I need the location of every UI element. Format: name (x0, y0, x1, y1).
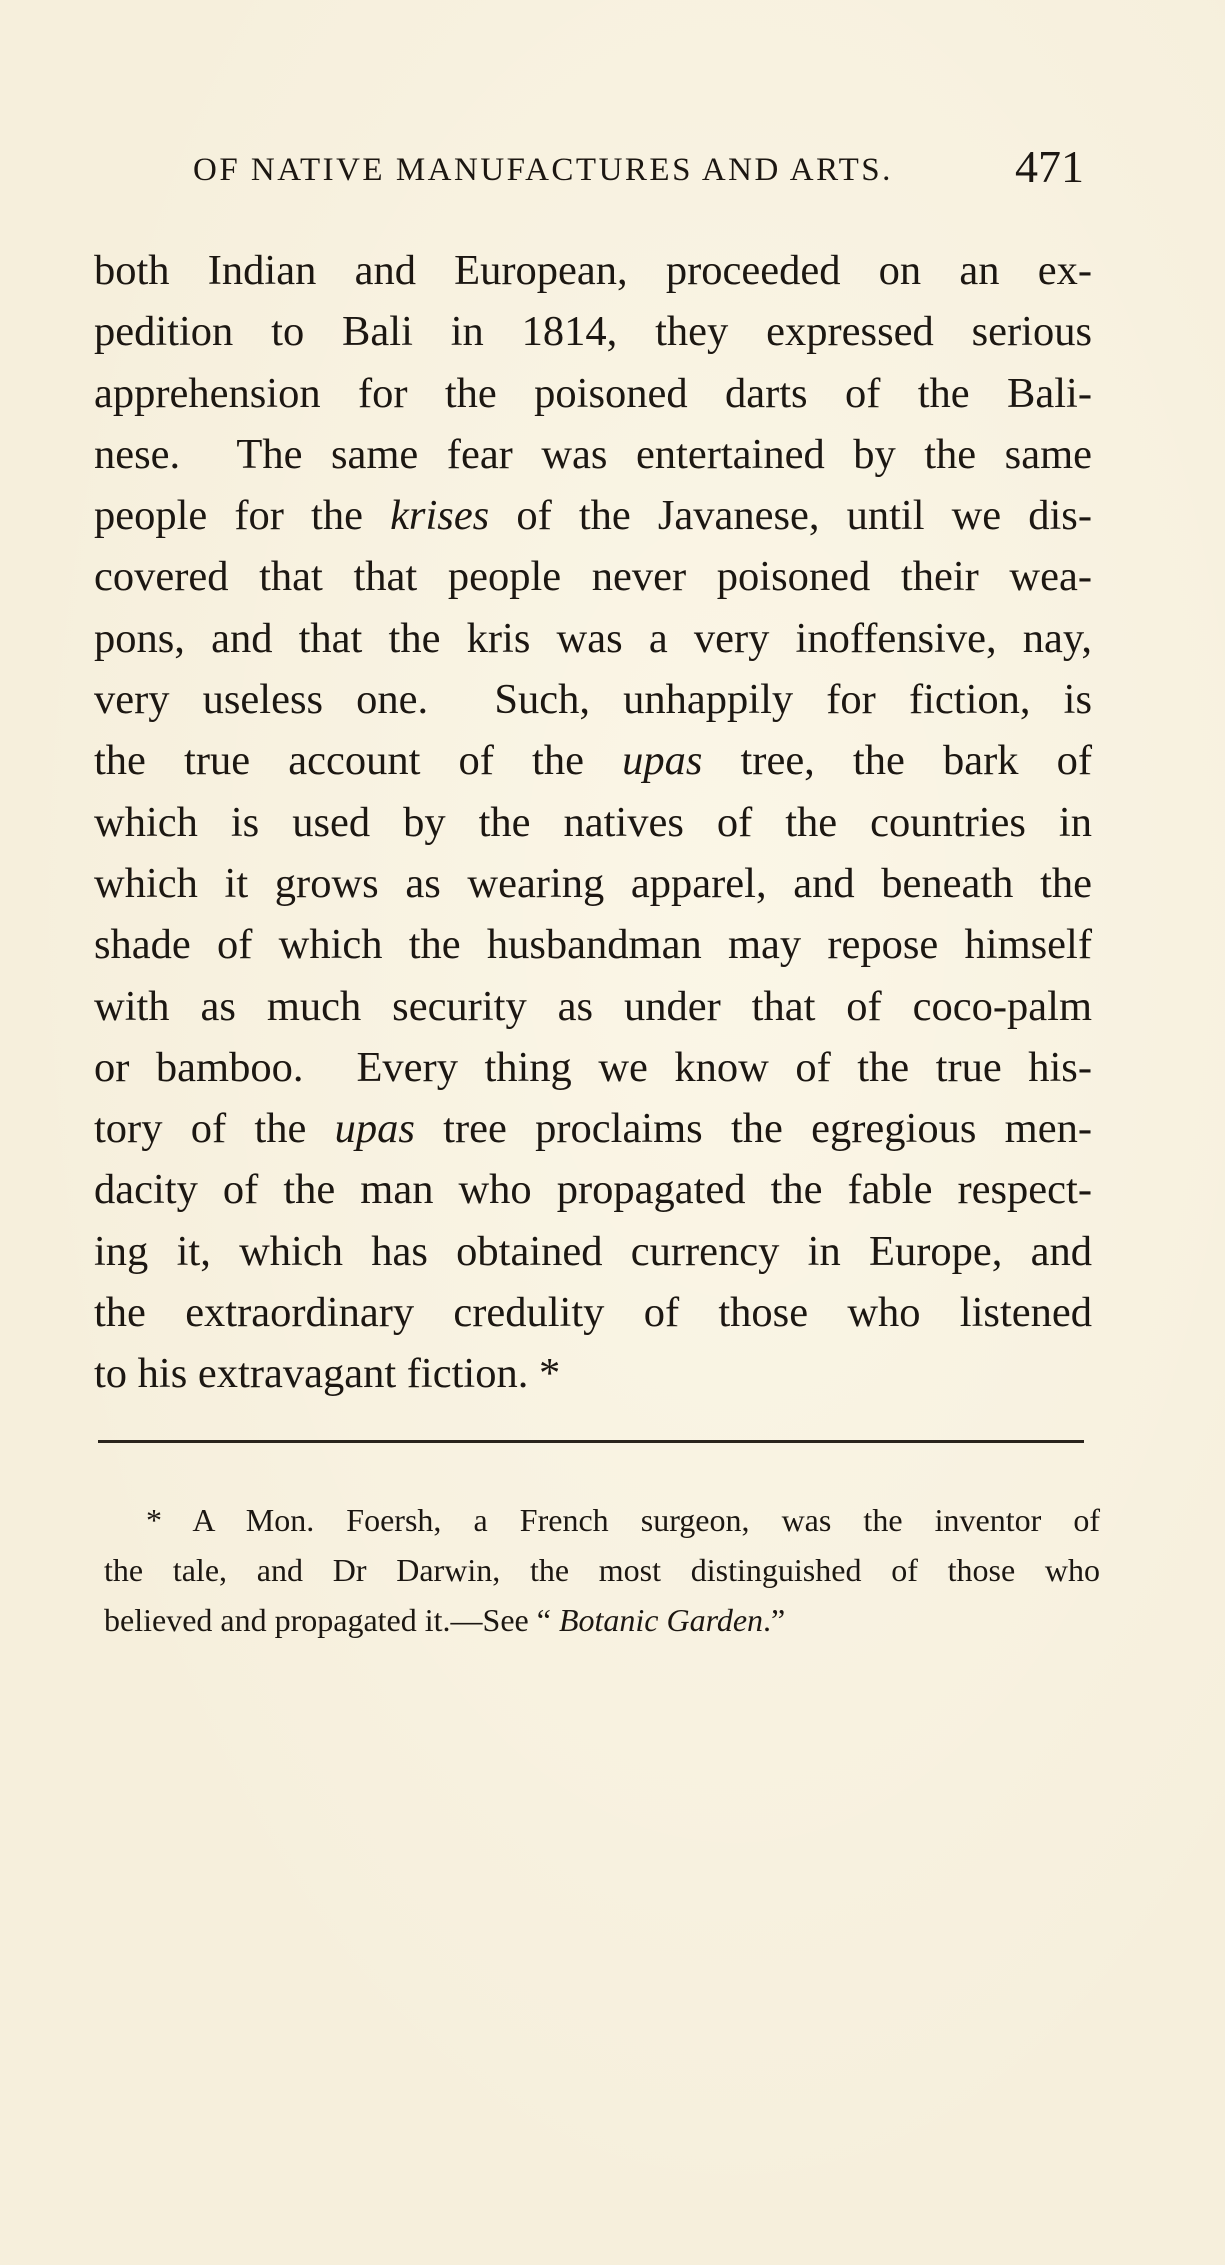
text-line (94, 853, 1092, 914)
text-span: pedition to Bali in 1814, they expressed serious (94, 308, 1092, 356)
text-span: the true account of the (94, 737, 623, 785)
text-line (94, 730, 1092, 791)
footnote-rule (98, 1440, 1084, 1443)
text-line (94, 1343, 1092, 1404)
text-span: covered that that people never poisoned their wea- (94, 553, 1092, 601)
text-span: of the Javanese, until we dis- (489, 492, 1093, 540)
text-span: to his extravagant fiction. * (94, 1350, 561, 1398)
text-span: the extraordinary credulity of those who listened (94, 1289, 1092, 1337)
text-span: believed and propagated it.—See “ (104, 1602, 559, 1638)
text-line (94, 1221, 1092, 1282)
text-span: tree proclaims the egregious men- (414, 1105, 1092, 1153)
running-title: OF NATIVE MANUFACTURES AND ARTS. (193, 152, 893, 188)
text-span: apprehension for the poisoned darts of the Bali- (94, 369, 1092, 417)
text-span: which it grows as wearing apparel, and beneath the (94, 859, 1092, 907)
text-span: tree, the bark of (702, 737, 1093, 785)
text-span: nese. The same fear was entertained by the same (94, 430, 1092, 478)
text-line (94, 1159, 1092, 1220)
text-span: which is used by the natives of the countries in (94, 798, 1092, 846)
text-line (94, 608, 1092, 669)
text-span: dacity of the man who propagated the fable respect- (94, 1166, 1092, 1214)
footnote-line (104, 1545, 1100, 1595)
text-span: the tale, and Dr Darwin, the most distinguished of those who (104, 1552, 1100, 1588)
text-span: ing it, which has obtained currency in Europe, and (94, 1227, 1092, 1275)
footnote-line (104, 1495, 1100, 1545)
text-span: with as much security as under that of coco-palm (94, 982, 1092, 1030)
footnote-line (104, 1595, 1100, 1645)
running-head (193, 140, 1093, 200)
italic-word: upas (622, 737, 703, 785)
text-span: pons, and that the kris was a very inoffensive, nay, (94, 614, 1092, 662)
footnote (104, 1495, 1100, 1645)
italic-word: krises (390, 492, 490, 540)
text-span: people for the (94, 492, 391, 540)
italic-word: upas (334, 1105, 415, 1153)
text-span: shade of which the husbandman may repose himself (94, 921, 1092, 969)
text-line (94, 976, 1092, 1037)
text-line (94, 546, 1092, 607)
page-number: 471 (1015, 141, 1084, 192)
text-line (94, 792, 1092, 853)
text-line (94, 1282, 1092, 1343)
text-span: very useless one. Such, unhappily for fiction, is (94, 676, 1092, 724)
text-span: both Indian and European, proceeded on an ex- (94, 247, 1092, 294)
text-span: * A Mon. Foersh, a French surgeon, was the inventor of (146, 1502, 1100, 1538)
text-line (94, 1098, 1092, 1159)
italic-title: Botanic Garden (558, 1602, 764, 1638)
text-span: tory of the (94, 1105, 335, 1153)
text-line (94, 914, 1092, 975)
text-line (94, 669, 1092, 730)
text-line (94, 240, 1092, 301)
text-span: .” (763, 1602, 786, 1638)
text-line (94, 1037, 1092, 1098)
text-line (94, 363, 1092, 424)
text-line (94, 424, 1092, 485)
body-text (94, 240, 1092, 1405)
text-span: or bamboo. Every thing we know of the true his- (94, 1043, 1092, 1091)
text-line (94, 301, 1092, 362)
text-line (94, 485, 1092, 546)
